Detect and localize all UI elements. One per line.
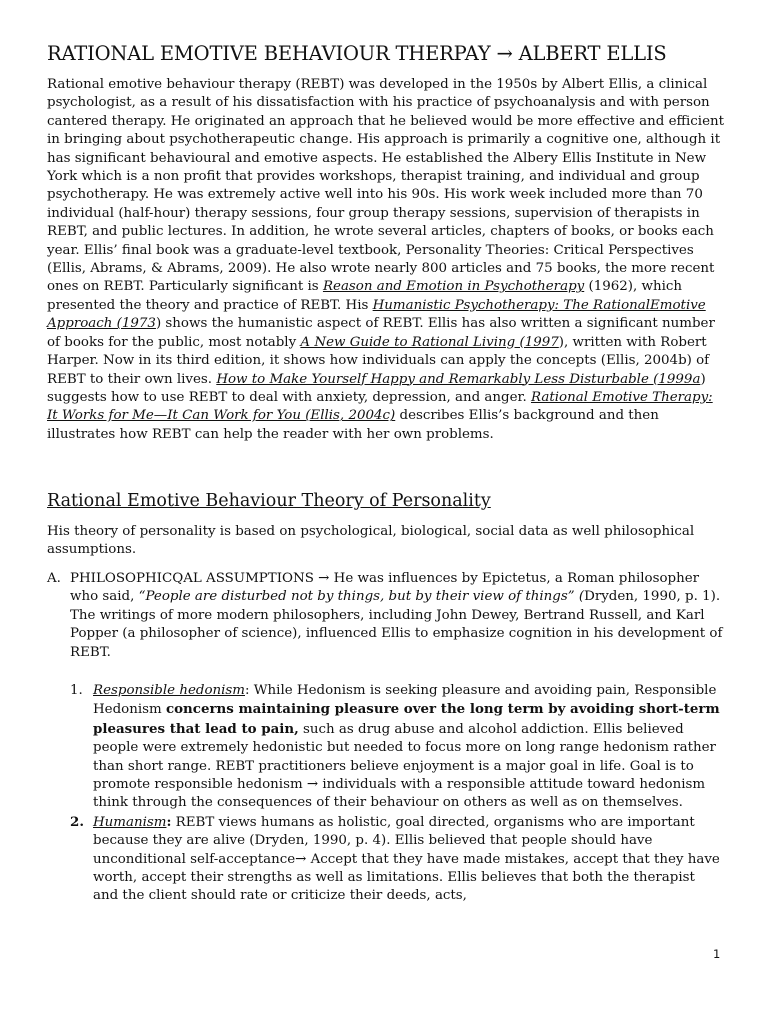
list-item: [70, 682, 720, 813]
text-run: ), written with Robert Harper. Now in its third edition, it shows how individuals can apply the concepts (Ellis, 2004b) of REBT to their own lives.: [47, 334, 710, 387]
list-item-number: 2.: [70, 813, 84, 830]
citation-text: Humanism: [93, 814, 167, 830]
citation-text: How to Make Yourself Happy and Remarkably Less Disturbable (1999a: [216, 371, 701, 387]
numbered-list: [70, 682, 720, 906]
text-run: concerns maintaining pleasure over the long term by avoiding short-term pleasures that lead to pain,: [93, 701, 720, 737]
text-run: : While Hedonism is seeking pleasure and avoiding pain, Responsible Hedonism: [93, 683, 717, 718]
list-item-number: 1.: [70, 683, 83, 698]
text-run: He was influences by Epictetus, a Roman philosopher who said,: [70, 571, 700, 605]
section-intro-paragraph: His theory of personality is based on psychological, biological, social data as well philosophical assumptions.: [47, 524, 695, 558]
text-run: ) shows the humanistic aspect of REBT. Ellis has also written a significant number of books for the public, most notably: [47, 316, 715, 350]
text-run: Dryden, 1990, p. 1). The writings of more modern philosophers, including John Dewey, Bertrand Russell, and Karl Popper (a philosopher of science), influenced Ellis to emphasize cognition in his development of REBT.: [70, 589, 723, 660]
text-run: such as drug abuse and alcohol addiction. Ellis believed people were extremely hedonistic but needed to focus more on long range hedonism rather than short range. REBT practitioners believe enjoyment is a major goal in life. Goal is to promote responsible hedonism → individuals with a responsible attitude toward hedonism think through the consequences of their behaviour on others as well as on themselves.: [93, 721, 716, 811]
section-heading: Rational Emotive Behaviour Theory of Personality: [47, 491, 491, 511]
text-run: “People are disturbed not by things, but by their view of things” (: [138, 589, 585, 605]
list-item: [70, 813, 720, 906]
intro-paragraph: [47, 76, 727, 444]
citation-text: Humanistic Psychotherapy: The RationalEmotive Approach (1973: [47, 297, 706, 332]
citation-text: A New Guide to Rational Living (1997: [300, 334, 559, 350]
text-run: describes Ellis’s background and then illustrates how REBT can help the reader with her own problems.: [47, 408, 659, 442]
text-run: (1962), which presented the theory and practice of REBT. His: [47, 279, 683, 313]
text-run: ) suggests how to use REBT to deal with anxiety, depression, and anger.: [47, 371, 706, 405]
citation-text: Responsible hedonism: [93, 683, 245, 698]
section-a-body: [70, 570, 727, 662]
list-item-text: [93, 682, 720, 813]
section-a: [47, 570, 727, 662]
page-title: RATIONAL EMOTIVE BEHAVIOUR THERPAY → ALBERT ELLIS: [47, 42, 667, 65]
page-number: 1: [713, 947, 721, 961]
citation-text: Reason and Emotion in Psychotherapy: [322, 279, 585, 295]
section-a-marker: A.: [47, 571, 61, 586]
citation-text: Rational Emotive Therapy: It Works for Me—It Can Work for You (Ellis, 2004c): [47, 389, 713, 424]
list-item-text: [93, 813, 720, 906]
text-run: Rational emotive behaviour therapy (REBT) was developed in the 1950s by Albert Ellis, a clinical psychologist, as a result of his dissatisfaction with his practice of psychoanalysis and with person cantered therapy. He originated an approach that he believed would be more effective and efficient in bringing about psychotherapeutic change. His approach is primarily a cognitive one, although it has significant behavioural and emotive aspects. He established the Albery Ellis Institute in New York which is a non profit that provides workshops, therapist training, and individual and group psychotherapy. He was extremely active well into his 90s. His work week included more than 70 individual (half-hour) therapy sessions, four group therapy sessions, supervision of therapists in REBT, and public lectures. In addition, he wrote several articles, chapters of books, or books each year. Ellis’ final book was a graduate-level textbook, Personality Theories: Critical Perspectives (Ellis, Abrams, & Abrams, 2009). He also wrote nearly 800 articles and 75 books, the more recent ones on REBT. Particularly significant is: [47, 77, 724, 295]
text-run: REBT views humans as holistic, goal directed, organisms who are important because they are alive (Dryden, 1990, p. 4). Ellis believed that people should have unconditional self-acceptance→ Accept that they have made mistakes, accept that they have worth, accept their strengths as well as limitations. Ellis believes that both the therapist and the client should rate or criticize their deeds, acts,: [93, 814, 720, 904]
text-run: PHILOSOPHICQAL ASSUMPTIONS →: [70, 571, 334, 586]
text-run: :: [166, 813, 172, 830]
